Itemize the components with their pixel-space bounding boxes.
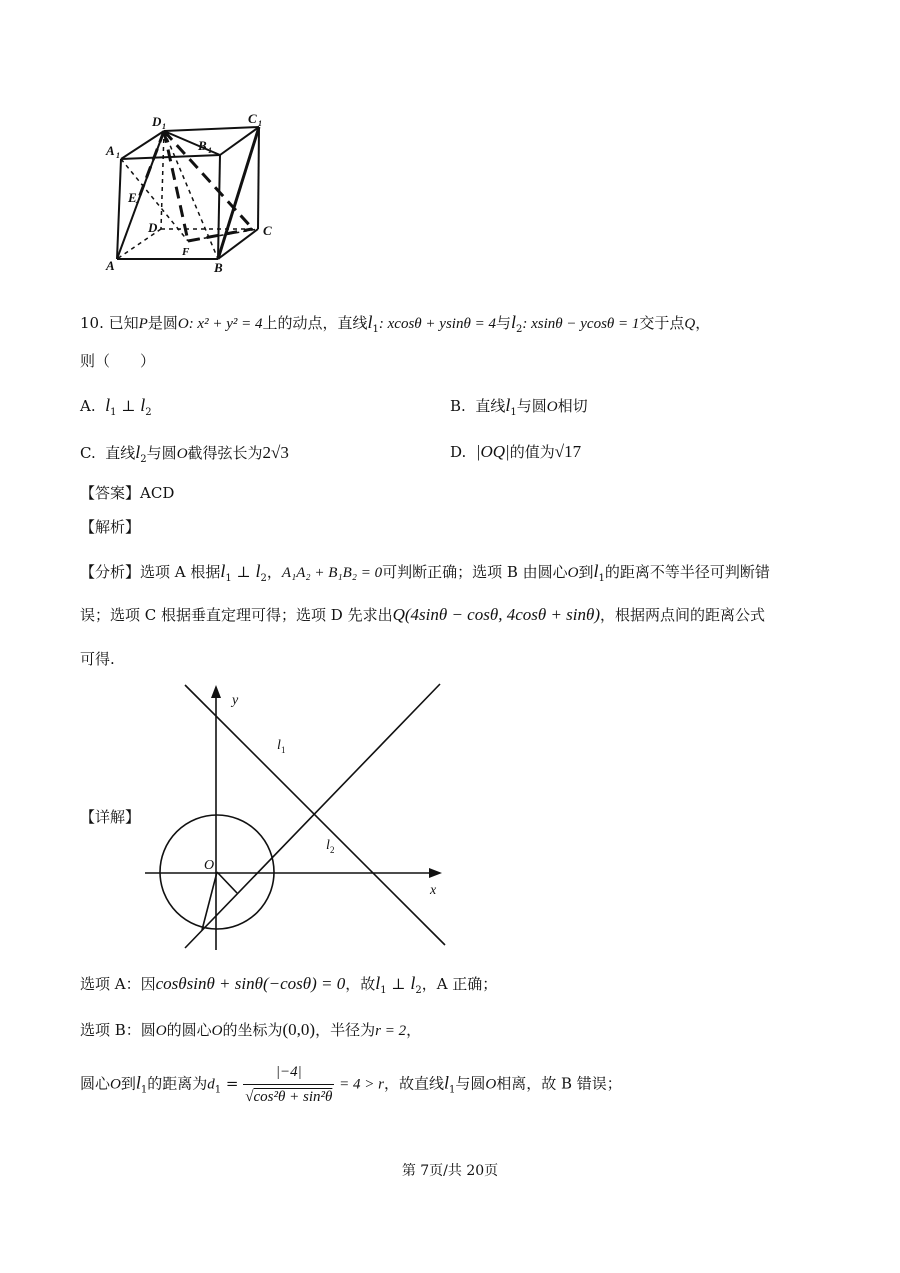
label-C1-sub: 1: [258, 119, 262, 128]
label-B1-sub: 1: [208, 146, 212, 155]
option-B: B. 直线$l_1$与圆O相切: [450, 395, 588, 418]
label-A1: A: [106, 143, 115, 158]
label-A: A: [106, 258, 115, 273]
label-F: F: [182, 246, 190, 258]
option-D: D. |OQ|的值为√17: [450, 442, 582, 461]
label-D1-sub: 1: [162, 122, 166, 131]
label-B: B: [214, 260, 223, 275]
graph-x-label: x: [430, 883, 437, 898]
label-A1-sub: 1: [116, 151, 120, 160]
analysis-label: 【解析】: [80, 518, 141, 536]
question-stem-line2: 则（ ）: [80, 352, 156, 370]
graph-l2-label: l: [326, 838, 330, 853]
cube-figure: [100, 108, 300, 276]
graph-y-label: y: [232, 693, 239, 708]
distance-explanation: 圆心O到$l_1$的距离为$d_1$ = $\frac{|-4|}{\text{√cos²θ + sin²θ}}$ = 4 > r，故直线$l_1$与圆O相离，故 B 错误；: [80, 1064, 622, 1105]
answer-line: 【答案】ACD: [80, 484, 175, 502]
graph-l1-sub: 1: [281, 745, 286, 755]
question-number: 10.: [80, 314, 104, 332]
fenxi-line1: 【分析】选项 A 根据$l_1$ ⊥ $l_2$，A₁A₂ + B₁B₂ = 0可判断正确；选项 B 由圆心O到$l_1$的距离不等半径可判断错: [80, 561, 770, 584]
label-B1: B: [198, 138, 207, 153]
graph-l1-label: l: [277, 738, 281, 753]
label-C1: C: [248, 111, 257, 126]
label-D1: D: [152, 114, 162, 129]
option-A: A. $l_1$ ⊥ $l_2$: [80, 395, 152, 418]
coordinate-graph: [140, 680, 460, 955]
fenxi-line3: 可得.: [80, 650, 115, 668]
label-D: D: [148, 220, 158, 235]
question-stem-line1: 10. 已知P是圆O: x² + y² = 4上的动点，直线$l_1$: xcosθ + ysinθ = 4与$l_2$: xsinθ − ycosθ = 1交于点Q，: [80, 312, 711, 335]
option-C: C. 直线$l_2$与圆O截得弦长为2√3: [80, 442, 289, 465]
page-footer: 第 7页/共 20页: [401, 1163, 499, 1179]
optionB-explanation: 选项 B：圆O的圆心O的坐标为(0,0)，半径为r = 2，: [80, 1020, 422, 1039]
label-C: C: [263, 223, 272, 238]
fenxi-line2: 误；选项 C 根据垂直定理可得；选项 D 先求出Q(4sinθ − cosθ, 4cosθ + sinθ)，根据两点间的距离公式: [80, 605, 766, 624]
label-E: E: [128, 190, 137, 205]
graph-O-label: O: [204, 858, 215, 873]
detail-label: 【详解】: [80, 808, 141, 826]
optionA-explanation: 选项 A：因cosθsinθ + sinθ(−cosθ) = 0，故$l_1$ ⊥ $l_2$，A 正确；: [80, 973, 498, 996]
distance-fraction: $\frac{|-4|}{\text{√cos²θ + sin²θ}}$: [245, 1064, 333, 1105]
graph-l2-sub: 2: [330, 845, 335, 855]
